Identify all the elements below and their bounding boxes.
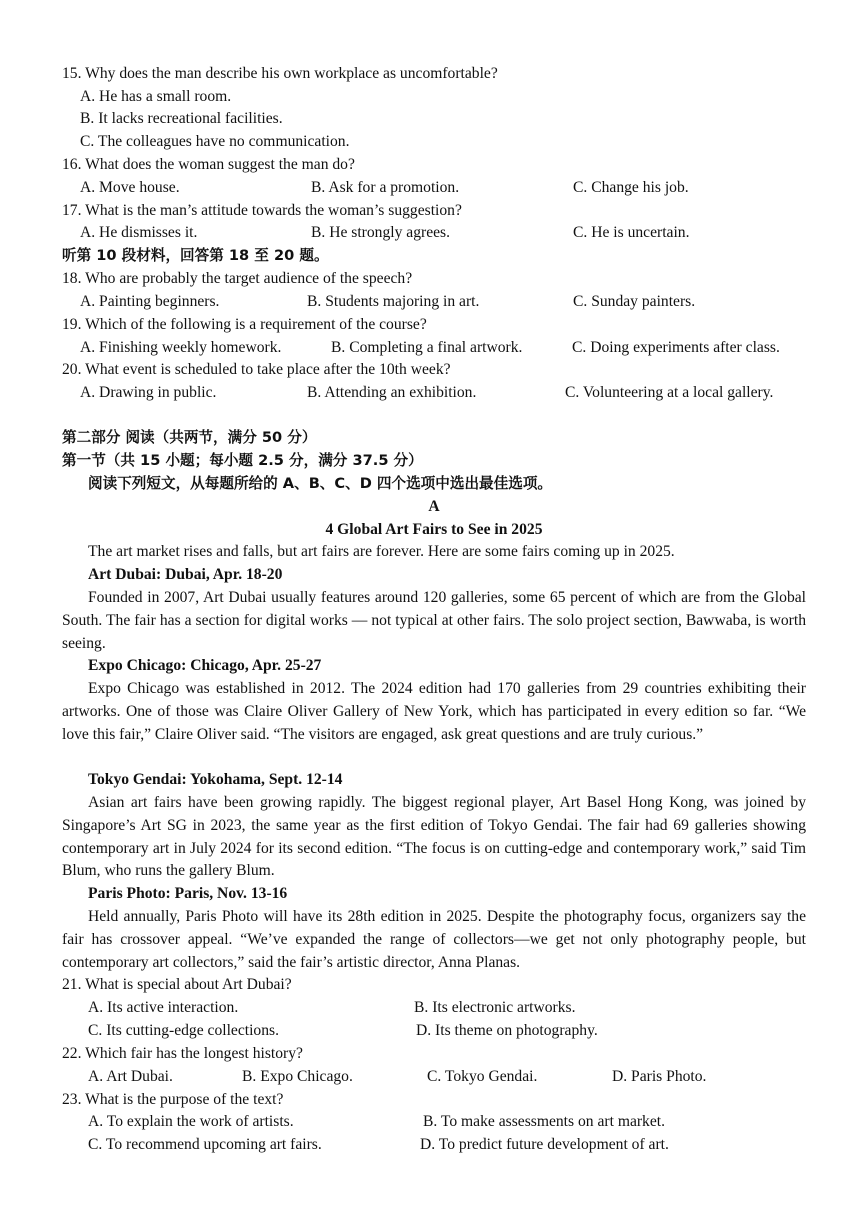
fair-heading: Expo Chicago: Chicago, Apr. 25-27	[88, 657, 322, 674]
option-row	[0, 337, 868, 360]
question-stem: 22. Which fair has the longest history?	[62, 1045, 303, 1062]
option-d: D. Paris Photo.	[612, 1068, 707, 1085]
fair-paragraph: Asian art fairs have been growing rapidly. The biggest regional player, Art Basel Hong Kong, was joined by Singapore’s Art SG in 2023, the same year as the first edition of Tokyo Gendai. The fair had 69 galleries showing contemporary art in July 2024 for its second edition. “The focus is on cutting-edge and contemporary work,” said Tim Blum, who runs the gallery Blum.	[62, 794, 806, 880]
question-stem: 23. What is the purpose of the text?	[62, 1091, 284, 1108]
option-a: A. He dismisses it.	[80, 224, 198, 241]
fair-heading: Paris Photo: Paris, Nov. 13-16	[88, 885, 288, 902]
option-b: B. Completing a final artwork.	[331, 339, 523, 356]
option-c: C. Its cutting-edge collections.	[88, 1022, 279, 1039]
question-22	[0, 1043, 868, 1066]
part-title: 第二部分 阅读（共两节，满分 50 分）	[62, 429, 317, 446]
option-a: A. To explain the work of artists.	[88, 1113, 294, 1130]
question-16	[0, 154, 868, 177]
option-c: C. Volunteering at a local gallery.	[565, 384, 774, 401]
option-a: A. He has a small room.	[80, 88, 232, 105]
option-b: B. Expo Chicago.	[242, 1068, 353, 1085]
passage-title: 4 Global Art Fairs to See in 2025	[325, 521, 543, 538]
option-d: D. Its theme on photography.	[416, 1022, 598, 1039]
option-b: B. Students majoring in art.	[307, 293, 480, 310]
option-row	[0, 382, 868, 405]
option-c: C. Change his job.	[573, 179, 689, 196]
question-21	[0, 974, 868, 997]
option-row	[0, 177, 868, 200]
option-d: D. To predict future development of art.	[420, 1136, 669, 1153]
question-17	[0, 200, 868, 223]
option-b: B. Attending an exhibition.	[307, 384, 477, 401]
option-a: A. Finishing weekly homework.	[80, 339, 282, 356]
option-c: C. He is uncertain.	[573, 224, 690, 241]
passage-letter: A	[428, 498, 440, 515]
option-b: B. Ask for a promotion.	[311, 179, 460, 196]
question-stem: 16. What does the woman suggest the man do?	[62, 156, 355, 173]
instruction: 阅读下列短文，从每题所给的 A、B、C、D 四个选项中选出最佳选项。	[88, 475, 553, 492]
fair-paragraph: Founded in 2007, Art Dubai usually features around 120 galleries, some 65 percent of which are from the Global South. The fair has a section for digital works — not typical at other fairs. The solo project section, Bawwaba, is worth seeing.	[62, 589, 806, 652]
option-c: C. Sunday painters.	[573, 293, 696, 310]
option-b: B. It lacks recreational facilities.	[80, 110, 283, 127]
question-15	[0, 63, 868, 86]
option-row	[0, 997, 868, 1020]
section-heading: 听第 10 段材料，回答第 18 至 20 题。	[62, 247, 329, 264]
question-stem: 18. Who are probably the target audience of the speech?	[62, 270, 413, 287]
option-a: A. Art Dubai.	[88, 1068, 173, 1085]
question-stem: 17. What is the man’s attitude towards the woman’s suggestion?	[62, 202, 462, 219]
option-c: C. The colleagues have no communication.	[80, 133, 350, 150]
question-19	[0, 314, 868, 337]
option-row	[0, 1134, 868, 1157]
question-18	[0, 268, 868, 291]
option-a: A. Move house.	[80, 179, 180, 196]
option-b: B. Its electronic artworks.	[414, 999, 576, 1016]
option-a: A. Painting beginners.	[80, 293, 220, 310]
option-a: A. Its active interaction.	[88, 999, 239, 1016]
option-a: A. Drawing in public.	[80, 384, 217, 401]
option-row	[0, 1111, 868, 1134]
option-row	[0, 108, 868, 131]
option-row	[0, 86, 868, 109]
option-c: C. Tokyo Gendai.	[427, 1068, 538, 1085]
question-stem: 20. What event is scheduled to take place after the 10th week?	[62, 361, 451, 378]
fair-paragraph: Held annually, Paris Photo will have its 28th edition in 2025. Despite the photography focus, organizers say the fair has crossover appeal. “We’ve expanded the range of collectors—we get not only photography people, but contemporary art collectors,” said the fair’s artistic director, Anna Planas.	[62, 908, 806, 971]
question-stem: 19. Which of the following is a requirement of the course?	[62, 316, 427, 333]
option-c: C. Doing experiments after class.	[572, 339, 780, 356]
option-row	[0, 291, 868, 314]
question-23	[0, 1089, 868, 1112]
option-row	[0, 1020, 868, 1043]
option-b: B. He strongly agrees.	[311, 224, 451, 241]
passage-intro: The art market rises and falls, but art fairs are forever. Here are some fairs coming up in 2025.	[88, 543, 675, 560]
question-20	[0, 359, 868, 382]
section-title: 第一节（共 15 小题；每小题 2.5 分，满分 37.5 分）	[62, 452, 423, 469]
option-b: B. To make assessments on art market.	[423, 1113, 666, 1130]
fair-heading: Art Dubai: Dubai, Apr. 18-20	[88, 566, 283, 583]
fair-paragraph: Expo Chicago was established in 2012. The 2024 edition had 170 galleries from 29 countries exhibiting their artworks. One of those was Claire Oliver Gallery of New York, which has participated in every edition so far. “We love this fair,” Claire Oliver said. “The visitors are engaged, ask great questions and are truly curious.”	[62, 680, 806, 743]
option-row	[0, 222, 868, 245]
option-row	[0, 131, 868, 154]
option-row	[0, 1066, 868, 1089]
question-stem: 21. What is special about Art Dubai?	[62, 976, 292, 993]
question-stem: 15. Why does the man describe his own workplace as uncomfortable?	[62, 65, 498, 82]
fair-heading: Tokyo Gendai: Yokohama, Sept. 12-14	[88, 771, 343, 788]
option-c: C. To recommend upcoming art fairs.	[88, 1136, 322, 1153]
